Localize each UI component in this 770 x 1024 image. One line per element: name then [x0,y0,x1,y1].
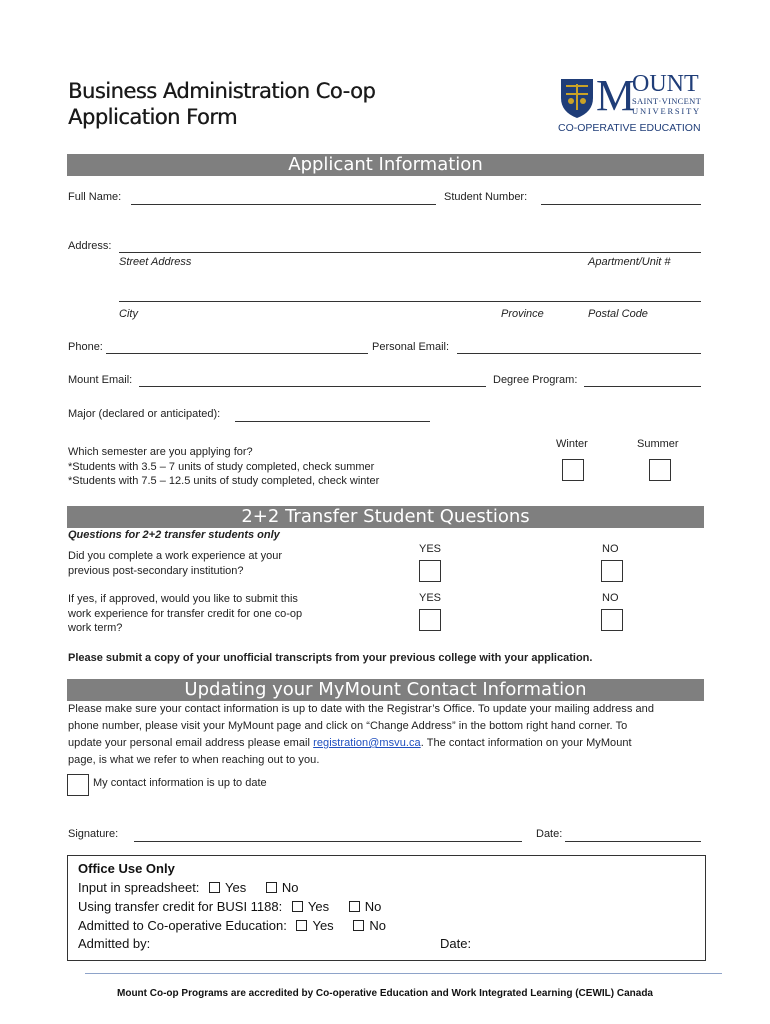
office-busi-no-box[interactable] [349,901,360,912]
office-no-label: No [364,899,382,914]
student-number-label: Student Number: [444,191,528,203]
semester-question [68,445,379,489]
logo-university: UNIVERSITY [632,106,701,116]
signature-label: Signature: [68,828,119,840]
contact-p4: page, is what we refer to when reaching out to you. [68,754,320,766]
postal-code-caption: Postal Code [588,308,648,320]
office-no-label: No [369,918,386,933]
winter-checkbox[interactable] [562,459,584,481]
contact-p3b: . The contact information on your MyMount [420,737,632,749]
transfer-q2-line1: If yes, if approved, would you like to submit this [68,593,298,605]
q1-no-label: NO [602,543,619,555]
msvu-logo: M OUNT SAINT·VINCENT UNIVERSITY CO-OPERATIVE EDUCATION [558,71,702,134]
personal-email-input[interactable] [457,353,701,354]
signature-date-input[interactable] [565,841,701,842]
transfer-q1-line2: previous post-secondary institution? [68,564,244,577]
applicant-heading: Applicant Information [67,154,704,176]
q1-yes-label: YES [419,543,442,555]
office-no-label: No [281,880,299,895]
contact-p2: phone number, please visit your MyMount page and click on “Change Address” in the bottom right hand corner. To [68,720,628,732]
page-title [68,78,375,130]
q2-no-label: NO [602,592,619,604]
q2-no-checkbox[interactable] [601,609,623,631]
city-province-postal-input[interactable] [119,301,701,302]
office-use-box [67,855,706,961]
logo-saint-vincent: SAINT·VINCENT [632,96,702,106]
street-address-caption: Street Address [119,256,192,268]
office-date-label: Date: [440,936,472,951]
footer-text: Mount Co-op Programs are accredited by Co-operative Education and Work Integrated Learning (CEWIL) Canada [117,988,653,999]
apartment-caption: Apartment/Unit # [588,256,671,268]
transfer-q1-line1: Did you complete a work experience at your [68,550,282,562]
transfer-question-2 [68,592,302,636]
office-yes-label: Yes [307,899,330,914]
crest-icon [558,76,596,120]
phone-label: Phone: [68,341,103,353]
office-spreadsheet-yes-box[interactable] [209,882,220,893]
office-row-busi [78,899,381,914]
province-caption: Province [501,308,544,320]
logo-mount: OUNT [632,71,699,97]
transfer-heading: 2+2 Transfer Student Questions [67,506,704,528]
office-admitted-yes-box[interactable] [296,920,307,931]
title-line-1: Business Administration Co-op [68,79,376,103]
summer-checkbox[interactable] [649,459,671,481]
address-label: Address: [68,240,112,252]
degree-program-label: Degree Program: [493,374,578,386]
office-title: Office Use Only [78,861,175,876]
title-line-2: Application Form [68,105,237,129]
office-row-admitted [78,918,386,933]
personal-email-label: Personal Email: [372,341,450,353]
office-yes-label: Yes [225,880,247,895]
full-name-label: Full Name: [68,191,122,203]
footer-divider [85,973,722,974]
transfer-q2-line2: work experience for transfer credit for one co-op [68,607,303,620]
office-spreadsheet-label: Input in spreadsheet: [78,880,200,895]
office-admitted-by-label: Admitted by: [78,936,151,951]
q1-yes-checkbox[interactable] [419,560,441,582]
office-admitted-no-box[interactable] [353,920,364,931]
degree-program-input[interactable] [584,386,701,387]
full-name-input[interactable] [131,204,436,205]
office-yes-label: Yes [312,918,334,933]
registration-email-link[interactable]: registration@msvu.ca [313,737,421,749]
contact-up-to-date-label: My contact information is up to date [93,777,267,789]
transcript-note: Please submit a copy of your unofficial transcripts from your previous college with your application. [68,652,593,664]
office-spreadsheet-no-box[interactable] [266,882,277,893]
contact-paragraph [68,701,708,769]
semester-note-summer: *Students with 3.5 – 7 units of study completed, check summer [68,460,375,473]
mount-email-label: Mount Email: [68,374,133,386]
contact-heading: Updating your MyMount Contact Information [67,679,704,701]
student-number-input[interactable] [541,204,701,205]
office-admitted-label: Admitted to Co-operative Education: [78,918,287,933]
transfer-subheading: Questions for 2+2 transfer students only [68,529,280,541]
city-caption: City [119,308,138,320]
major-input[interactable] [235,421,430,422]
major-label: Major (declared or anticipated): [68,408,221,420]
office-busi-label: Using transfer credit for BUSI 1188: [78,899,283,914]
transfer-q2-line3: work term? [68,622,123,634]
signature-input[interactable] [134,841,522,842]
contact-up-to-date-checkbox[interactable] [67,774,89,796]
office-row-spreadsheet [78,880,299,895]
signature-date-label: Date: [536,828,563,840]
q2-yes-label: YES [419,592,442,604]
street-address-input[interactable] [119,252,701,253]
semester-question-text: Which semester are you applying for? [68,446,253,458]
logo-coop: CO-OPERATIVE EDUCATION [558,122,701,134]
transfer-question-1 [68,549,282,578]
phone-input[interactable] [106,353,368,354]
contact-p1: Please make sure your contact information is up to date with the Registrar’s Office. To update your mailing address and [68,703,654,715]
office-busi-yes-box[interactable] [292,901,303,912]
contact-p3a: update your personal email address please email [68,737,314,749]
semester-note-winter: *Students with 7.5 – 12.5 units of study completed, check winter [68,475,380,487]
summer-label: Summer [637,438,679,450]
winter-label: Winter [556,438,588,450]
mount-email-input[interactable] [139,386,486,387]
q2-yes-checkbox[interactable] [419,609,441,631]
q1-no-checkbox[interactable] [601,560,623,582]
